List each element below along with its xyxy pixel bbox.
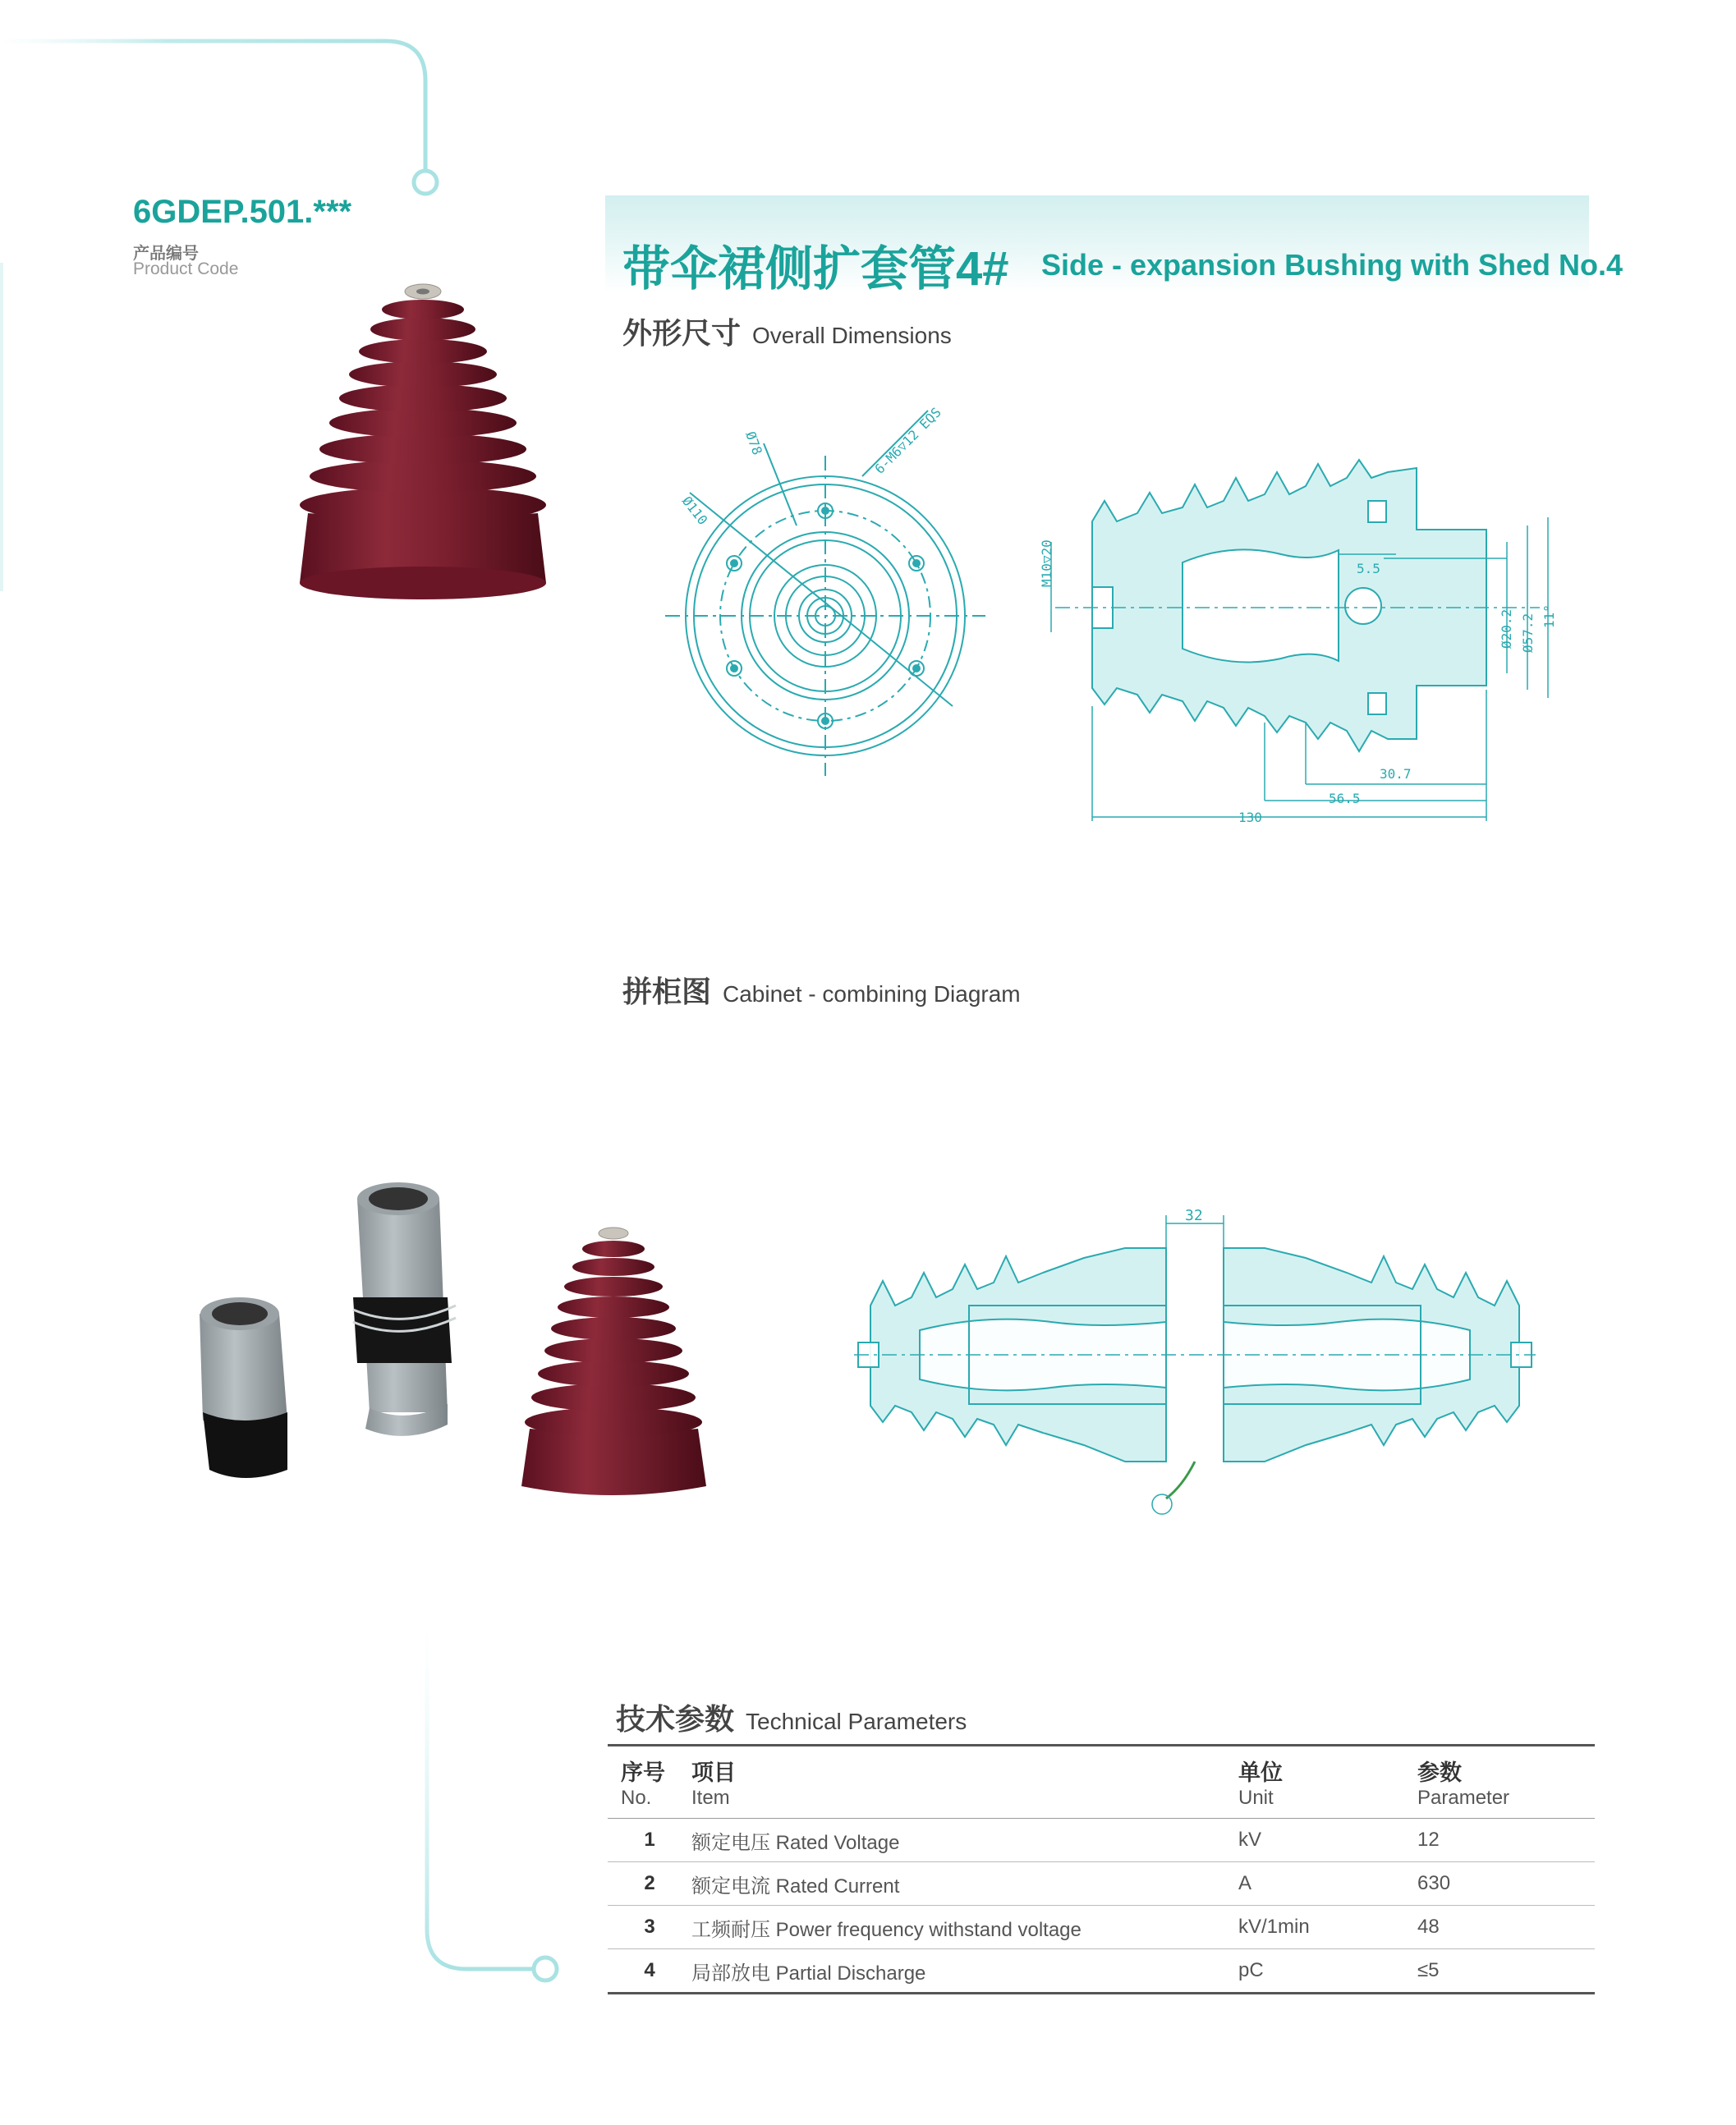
header-parameter: 参数 Parameter <box>1417 1746 1595 1819</box>
overall-dimensions-drawing <box>657 378 1610 838</box>
header-no: 序号 No. <box>608 1746 691 1819</box>
bushing-product-photo <box>292 275 554 599</box>
table-row: 1 额定电压 Rated Voltage kV 12 <box>608 1819 1595 1862</box>
section-cabinet-heading: 拼柜图 Cabinet - combining Diagram <box>622 975 1021 1008</box>
dim-m10: M10▽20 <box>1039 539 1054 587</box>
dim-5-5: 5.5 <box>1357 561 1380 576</box>
product-code-label-en: Product Code <box>133 259 239 278</box>
technical-parameters-table <box>608 1744 1595 1994</box>
header-item: 项目 Item <box>691 1746 1238 1819</box>
product-code-label-cn: 产品编号 <box>133 245 199 263</box>
dim-32: 32 <box>1185 1207 1203 1224</box>
front-view <box>665 411 985 776</box>
cabinet-combining-drawing <box>854 1199 1536 1527</box>
dim-holes: 6-M6▽12 EQS <box>871 404 944 477</box>
dim-56-5: 56.5 <box>1329 791 1361 806</box>
product-code: 6GDEP.501.*** <box>133 194 352 230</box>
dim-d110: Ø110 <box>678 493 711 528</box>
table-row: 4 局部放电 Partial Discharge pC ≤5 <box>608 1949 1595 1994</box>
table-row: 2 额定电流 Rated Current A 630 <box>608 1862 1595 1906</box>
cabinet-combining-photo <box>193 1182 735 1511</box>
table-row: 3 工频耐压 Power frequency withstand voltage kV/1min 48 <box>608 1906 1595 1949</box>
dim-d78: Ø78 <box>742 429 765 457</box>
dim-30-7: 30.7 <box>1380 766 1412 782</box>
page-title-cn: 带伞裙侧扩套管4# <box>622 242 1009 296</box>
frame-node-bottom <box>534 1957 557 1980</box>
table-header-row <box>608 1746 1595 1819</box>
side-view <box>1092 460 1486 751</box>
page-title-en: Side - expansion Bushing with Shed No.4 <box>1041 248 1623 282</box>
dim-d57-2: Ø57.2 <box>1520 613 1536 653</box>
frame-node-top <box>414 171 437 194</box>
section-dimensions-heading: 外形尺寸 Overall Dimensions <box>622 316 952 350</box>
header-unit: 单位 Unit <box>1238 1746 1417 1819</box>
dim-d20-2: Ø20.2 <box>1499 608 1514 649</box>
dim-130: 130 <box>1238 810 1262 825</box>
section-parameters-heading: 技术参数 Technical Parameters <box>616 1702 967 1736</box>
dim-angle: 11° <box>1541 604 1557 628</box>
